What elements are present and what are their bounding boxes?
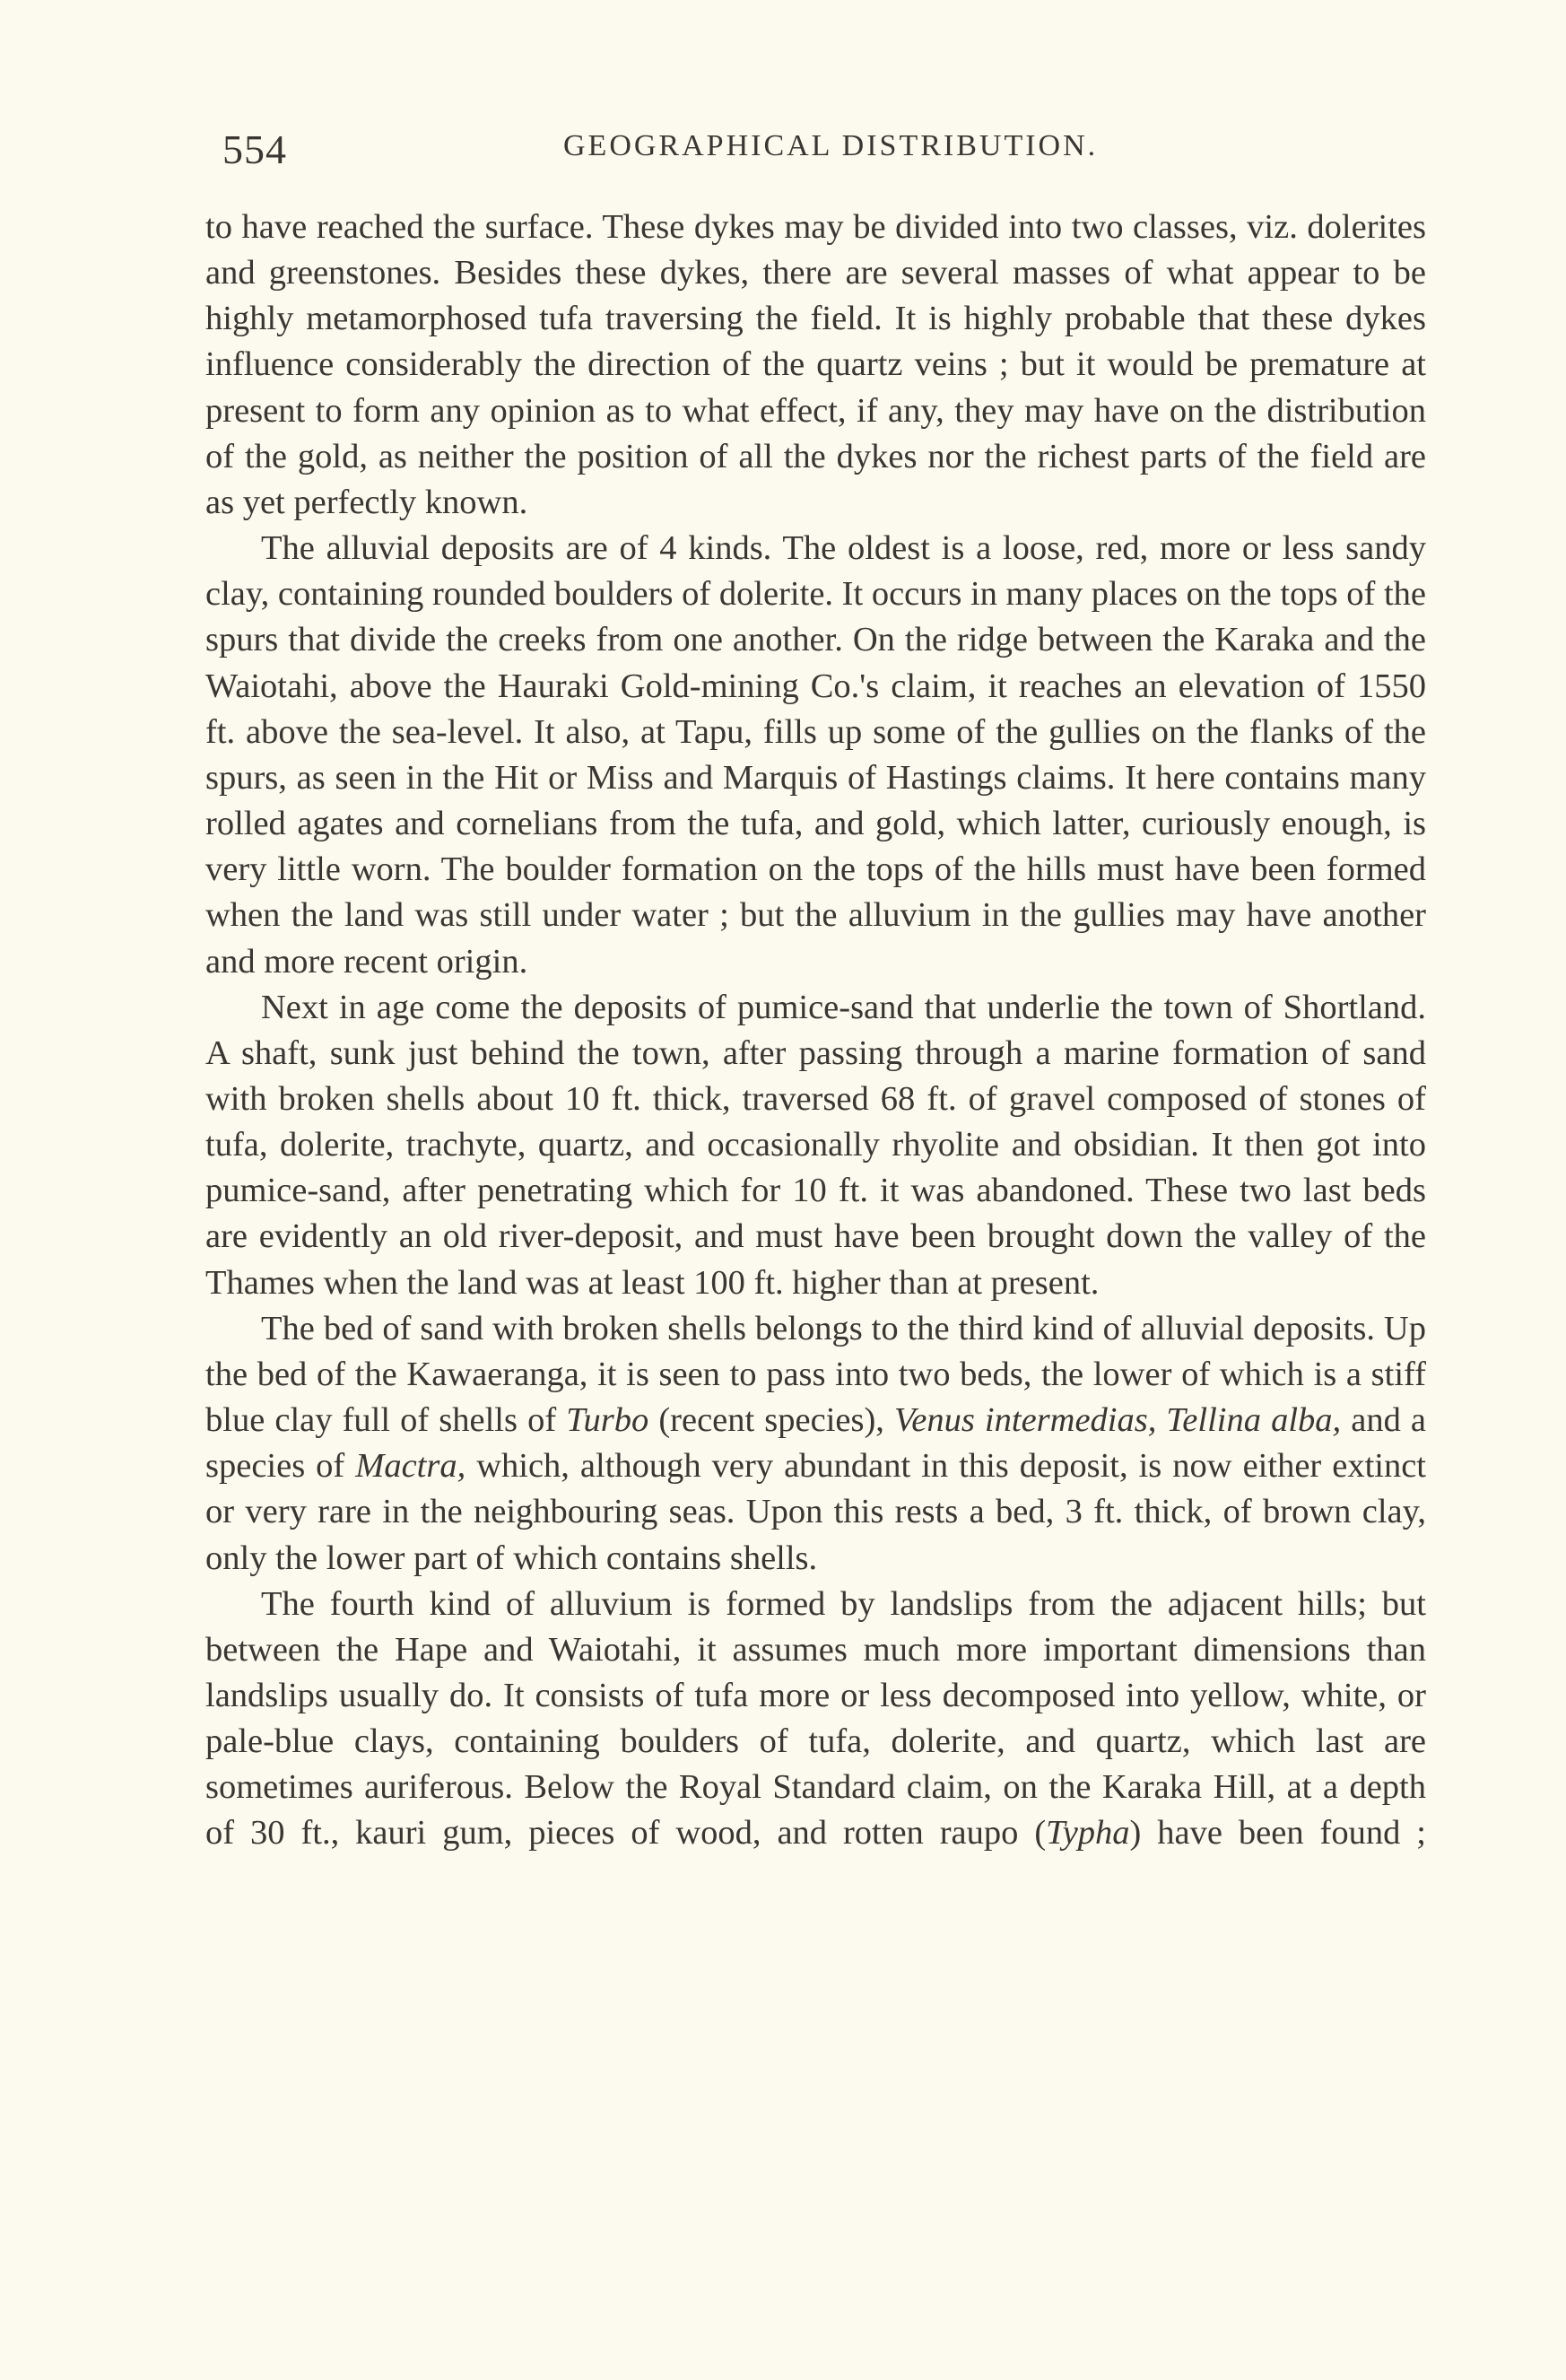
paragraph-text: (recent species), (648, 1401, 895, 1440)
paragraph-pumice-sand: Next in age come the deposits of pumice-sand that underlie the town of Shortland. A shaft, sunk just behind the town, after passing through a marine formation of sand with broken shells about 10 ft. thick, traversed 68 ft. of gravel composed of stones of tufa, dolerite, trachyte, quartz, and occasionally rhyolite and obsidian. It then got into pumice-sand, after penetrating which for 10 ft. it was abandoned. These two last beds are evidently an old river-deposit, and must have been brought down the valley of the Thames when the land was at least 100 ft. higher than at present. (205, 988, 1426, 1302)
body-text (205, 205, 1426, 1857)
paragraph-text: ) have been found ; (1129, 1814, 1426, 1853)
paragraph-dykes: to have reached the surface. These dykes may be divided into two classes, viz. dolerites and greenstones. Besides these dykes, there are several masses of what appear to be highly metamorphosed tufa traversing the field. It is highly probable that these dykes influence considerably the direction of the quartz veins ; but it would be premature at present to form any opinion as to what effect, if any, they may have on the distribution of the gold, as neither the position of all the dykes nor the richest parts of the field are as yet perfectly known. (205, 208, 1426, 521)
species-name: Venus intermedias, Tellina alba, (894, 1401, 1342, 1440)
species-name: Turbo (566, 1401, 649, 1440)
species-name: Typha (1046, 1814, 1130, 1853)
paragraph-text: and a species of (205, 1401, 1426, 1486)
paragraph-text: The bed of sand with broken shells belongs to the third kind of alluvial deposits. Up the bed of the Kawaeranga, it is seen to pass into two beds, the lower of which is a stiff blue clay full of shells of (205, 1309, 1426, 1440)
paragraph-alluvial-deposits: The alluvial deposits are of 4 kinds. The oldest is a loose, red, more or less sandy clay, containing rounded boulders of dolerite. It occurs in many places on the tops of the spurs that divide the creeks from one another. On the ridge between the Karaka and the Waiotahi, above the Hauraki Gold-mining Co.'s claim, it reaches an elevation of 1550 ft. above the sea-level. It also, at Tapu, fills up some of the gullies on the flanks of the spurs, as seen in the Hit or Miss and Marquis of Hastings claims. It here contains many rolled agates and cornelians from the tufa, and gold, which latter, curiously enough, is very little worn. The boulder formation on the tops of the hills must have been formed when the land was still under water ; but the alluvium in the gullies may have another and more recent origin. (205, 529, 1426, 981)
page-number: 554 (222, 126, 287, 172)
species-name: Mactra, (355, 1447, 466, 1486)
paragraph-text: which, although very abundant in this deposit, is now either extinct or very rare in the neighbouring seas. Upon this rests a bed, 3 ft. thick, of brown clay, only the lower part of which contains shells. (205, 1447, 1426, 1577)
page-header (222, 126, 1424, 179)
paragraph-landslips (205, 1582, 1426, 1857)
paragraph-broken-shells (205, 1306, 1426, 1582)
paragraph-text: The fourth kind of alluvium is formed by landslips from the adjacent hills; but between the Hape and Waiotahi, it assumes much more important dimensions than landslips usually do. It consists of tufa more or less decomposed into yellow, white, or pale-blue clays, containing boulders of tufa, dolerite, and quartz, which last are sometimes auriferous. Below the Royal Standard claim, on the Karaka Hill, at a depth of 30 ft., kauri gum, pieces of wood, and rotten raupo ( (205, 1584, 1426, 1853)
running-title: GEOGRAPHICAL DISTRIBUTION. (563, 129, 1099, 162)
